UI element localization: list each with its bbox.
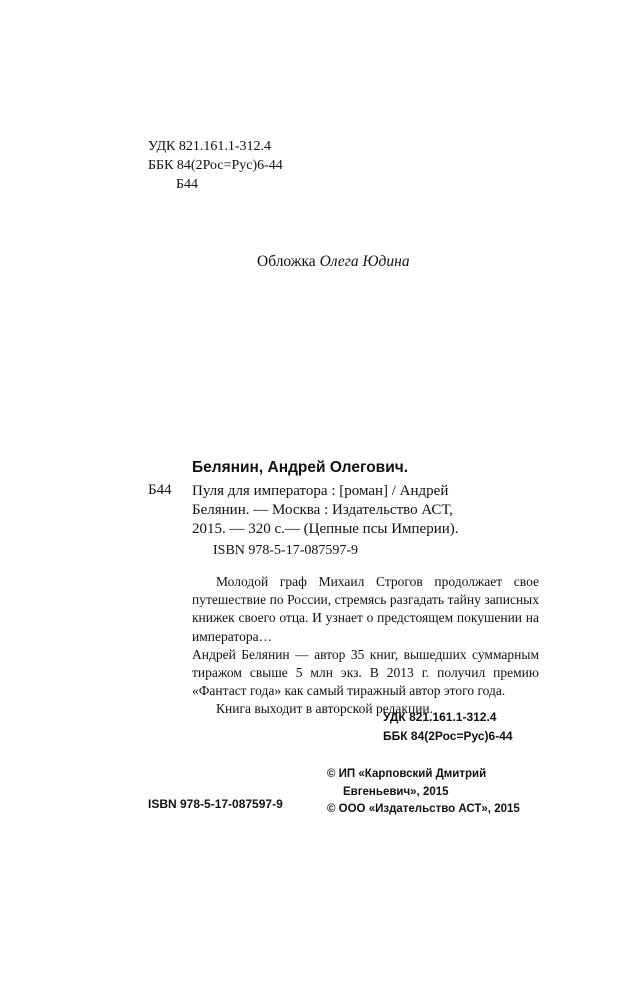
right-classification-codes [383,708,513,745]
author-heading: Белянин, Андрей Олегович. [192,459,409,476]
bib-line: Белянин. — Москва : Издательство АСТ, [192,502,453,518]
annotation [192,573,539,719]
top-classification-codes [148,137,283,194]
copyright-line: Евгеньевич», 2015 [343,785,449,798]
author-mark: Б44 [176,177,199,192]
isbn-bold: ISBN 978-5-17-087597-9 [148,797,283,811]
bib-line: Пуля для императора : [роман] / Андрей [192,483,449,499]
udk-code-bold: УДК 821.161.1-312.4 [383,710,497,724]
copyright-line: © ООО «Издательство АСТ», 2015 [327,803,520,815]
annotation-paragraph: Андрей Белянин — автор 35 книг, вышедших суммарным тиражом свыше 5 млн экз. В 2013 г. получил премию «Фантаст года» как самый тиражный автор этого года. [192,646,539,699]
bibliographic-description [192,482,537,539]
annotation-paragraph: Книга выходит в авторской редакции. [216,701,434,717]
annotation-paragraph: Молодой граф Михаил Строгов продолжает свое путешествие по России, стремясь разгадать тайну записных книжек своего отца. И узнает о предстоящем покушении на императора… [192,574,539,644]
cover-artist-name: Олега Юдина [319,253,410,270]
bib-line: 2015. — 320 с.— (Цепные псы Империи). [192,521,459,537]
udk-code: УДК 821.161.1-312.4 [148,139,272,154]
bibliographic-isbn: ISBN 978-5-17-087597-9 [213,543,359,558]
cover-credit-prefix: Обложка [257,253,316,270]
bbk-code: ББК 84(2Рос=Рус)6-44 [148,158,283,173]
copyright-block [327,766,520,819]
bibliographic-index: Б44 [148,482,172,498]
cover-credit [257,253,410,271]
copyright-line: © ИП «Карповский Дмитрий [327,768,487,780]
bbk-code-bold: ББК 84(2Рос=Рус)6-44 [383,728,513,743]
